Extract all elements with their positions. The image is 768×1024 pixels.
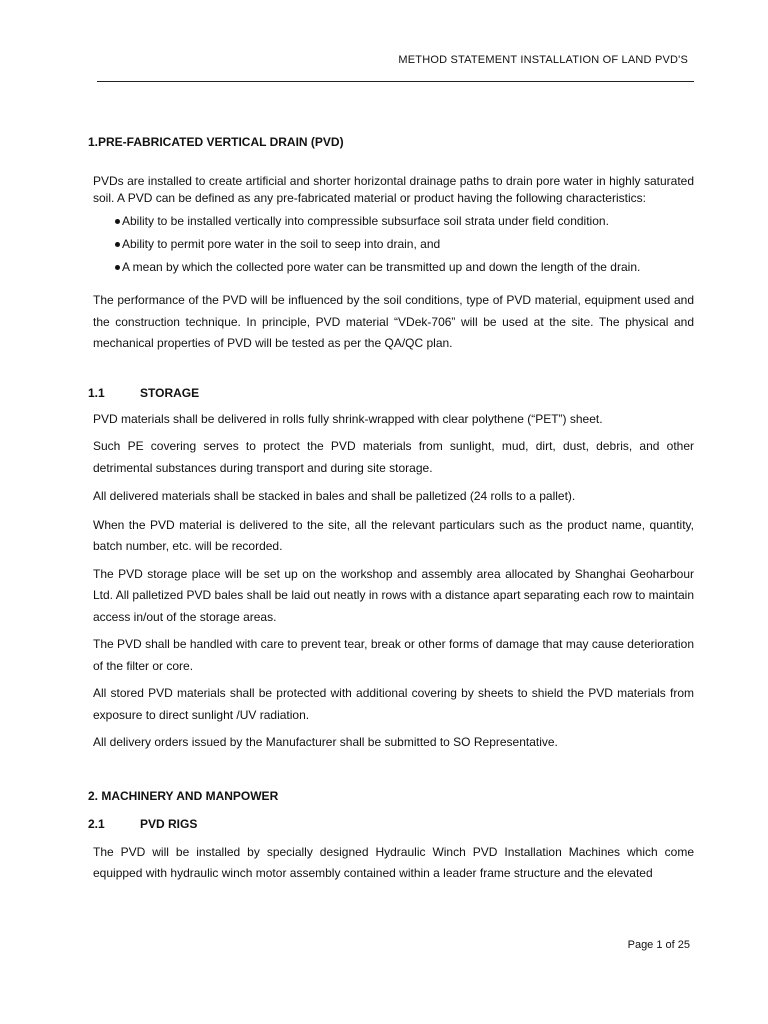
section-1-intro: PVDs are installed to create artificial and shorter horizontal drainage paths to drain pore water in highly saturated soil. A PVD can be defined as any pre-fabricated material or product having the following characteristics: <box>93 174 694 205</box>
storage-paragraph: PVD materials shall be delivered in rolls fully shrink-wrapped with clear polythene (“PET”) sheet. <box>93 411 603 426</box>
storage-paragraph: All stored PVD materials shall be protected with additional covering by sheets to shield the PVD materials from exposure to direct sunlight /UV radiation. <box>93 686 694 722</box>
section-1-performance: The performance of the PVD will be influenced by the soil conditions, type of PVD material, equipment used and the construction technique. In principle, PVD material “VDek-706” will be used at the site. The physical and mechanical properties of PVD will be tested as per the QA/QC plan. <box>93 293 694 350</box>
storage-paragraph: Such PE covering serves to protect the PVD materials from sunlight, mud, dirt, dust, debris, and other detrimental substances during transport and during site storage. <box>93 439 694 475</box>
section-1-heading: 1.PRE-FABRICATED VERTICAL DRAIN (PVD) <box>88 135 344 149</box>
storage-paragraph: The PVD shall be handled with care to prevent tear, break or other forms of damage that may cause deterioration of the filter or core. <box>93 637 694 673</box>
section-2-heading: 2. MACHINERY AND MANPOWER <box>88 788 279 803</box>
page-header-title: METHOD STATEMENT INSTALLATION OF LAND PVD'S <box>398 54 688 66</box>
document-body <box>88 134 694 885</box>
characteristics-list <box>93 213 694 276</box>
header-divider <box>97 81 694 82</box>
bullet-icon <box>115 242 120 247</box>
section-1-1-heading: 1.1 STORAGE <box>88 385 200 400</box>
list-item: A mean by which the collected pore water can be transmitted up and down the length of the drain. <box>93 259 694 276</box>
list-item: Ability to be installed vertically into compressible subsurface soil strata under field condition. <box>93 213 694 230</box>
bullet-icon <box>115 265 120 270</box>
page-number: Page 1 of 25 <box>627 939 690 951</box>
storage-paragraph: All delivered materials shall be stacked in bales and shall be palletized (24 rolls to a pallet). <box>93 489 576 503</box>
section-2-1-heading: 2.1 PVD RIGS <box>88 816 198 831</box>
list-item: Ability to permit pore water in the soil to seep into drain, and <box>93 236 694 253</box>
bullet-icon <box>115 219 120 224</box>
storage-paragraph: When the PVD material is delivered to the site, all the relevant particulars such as the product name, quantity, batch number, etc. will be recorded. <box>93 517 694 553</box>
pvd-rigs-paragraph: The PVD will be installed by specially designed Hydraulic Winch PVD Installation Machines which come equipped with hydraulic winch motor assembly contained within a leader frame structure and the elevated <box>93 844 694 880</box>
storage-paragraph: The PVD storage place will be set up on the workshop and assembly area allocated by Shanghai Geoharbour Ltd. All palletized PVD bales shall be laid out neatly in rows with a distance apart separating each row to maintain access in/out of the storage areas. <box>93 566 694 624</box>
storage-paragraph: All delivery orders issued by the Manufacturer shall be submitted to SO Representative. <box>93 735 558 749</box>
